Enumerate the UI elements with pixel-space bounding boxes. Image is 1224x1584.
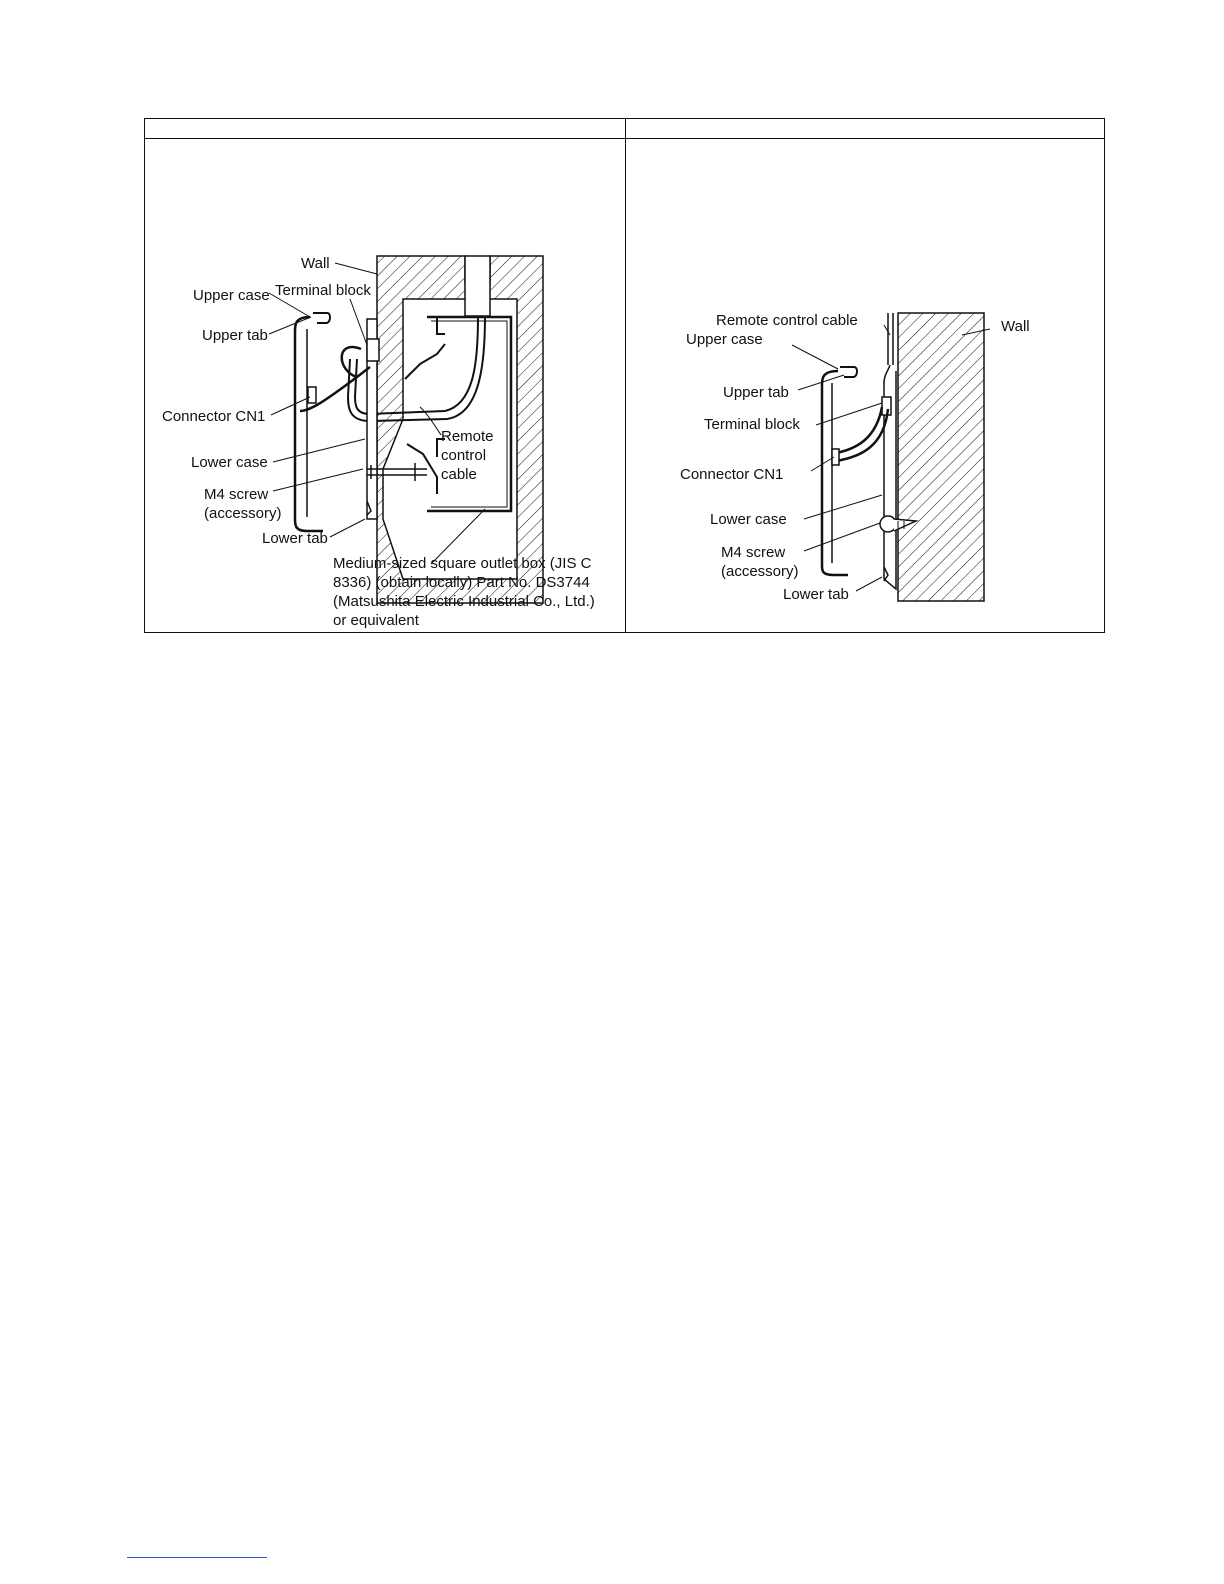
installation-table xyxy=(144,118,1105,633)
outlet-box-diagram xyxy=(145,139,625,633)
terminal-block-label: Terminal block xyxy=(275,282,371,299)
upper-tab-label: Upper tab xyxy=(202,327,268,344)
lower-tab-label: Lower tab xyxy=(783,586,849,603)
lower-case-label: Lower case xyxy=(191,454,268,471)
direct-wall-diagram xyxy=(626,139,1105,633)
terminal-block-label: Terminal block xyxy=(704,416,800,433)
connector-cn1-label: Connector CN1 xyxy=(680,466,784,483)
wall-label: Wall xyxy=(1001,318,1030,335)
remote-label-3: cable xyxy=(441,466,477,483)
wall-label: Wall xyxy=(301,255,330,272)
m4-screw xyxy=(880,516,896,532)
direct-wall-installation-panel xyxy=(626,139,1105,633)
lower-tab-label: Lower tab xyxy=(262,530,328,547)
lower-case-label: Lower case xyxy=(710,511,787,528)
upper-case xyxy=(295,317,323,531)
terminal-block xyxy=(367,339,379,361)
accessory-label: (accessory) xyxy=(721,563,799,580)
upper-case xyxy=(822,371,848,575)
outlet-box-label-4: or equivalent xyxy=(333,612,419,629)
upper-tab-label: Upper tab xyxy=(723,384,789,401)
upper-case-label: Upper case xyxy=(686,331,763,348)
accessory-label: (accessory) xyxy=(204,505,282,522)
remote-control-cable-label: Remote control cable xyxy=(716,312,858,329)
remote-label-1: Remote xyxy=(441,428,494,445)
remote-label-2: control xyxy=(441,447,487,464)
outlet-box-label-2: 8336) (obtain locally) Part No. DS3744 xyxy=(333,574,590,591)
conduit xyxy=(465,256,490,316)
outlet-box-label-1: Medium-sized square outlet box (JIS C xyxy=(333,555,592,572)
m4-screw-label: M4 screw xyxy=(721,544,786,561)
footer-link-underline xyxy=(127,1557,267,1558)
connector-cn1 xyxy=(308,387,316,403)
connector-cn1-label: Connector CN1 xyxy=(162,408,266,425)
outlet-box-label-3: (Matsushita Electric Industrial Co., Ltd.) xyxy=(333,593,595,610)
upper-case-label: Upper case xyxy=(193,287,270,304)
wall-section xyxy=(898,313,984,601)
outlet-box-installation-panel xyxy=(145,139,625,633)
m4-screw-label: M4 screw xyxy=(204,486,269,503)
